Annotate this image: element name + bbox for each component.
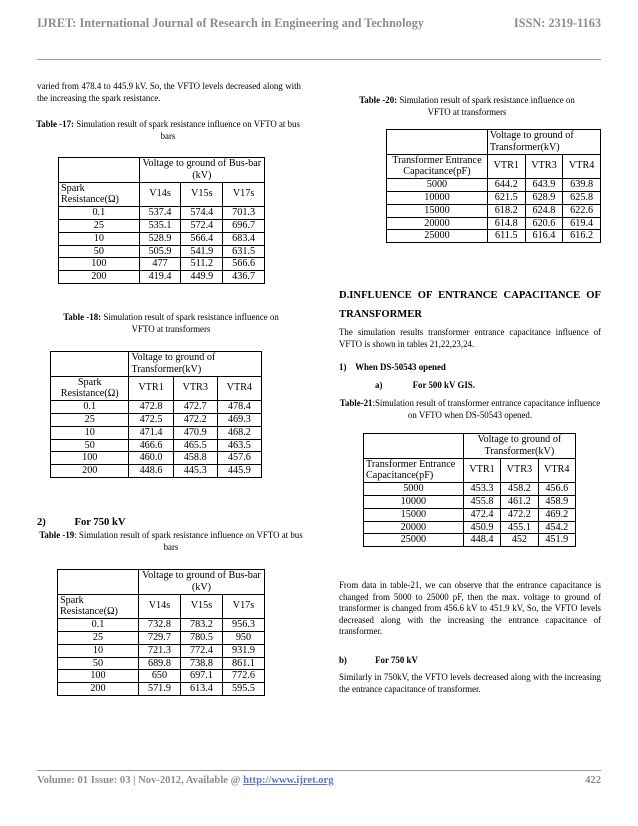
table19-col-header: V14s xyxy=(138,594,180,619)
table-cell: 50 xyxy=(51,439,129,452)
table-cell: 644.2 xyxy=(487,179,525,192)
table20-row-header: Transformer Entrance Capacitance(pF) xyxy=(387,154,488,179)
table-row xyxy=(387,191,601,204)
table-cell: 25 xyxy=(59,219,140,232)
table-cell: 5000 xyxy=(387,179,488,192)
table21-corner xyxy=(364,434,464,459)
table-row xyxy=(364,521,576,534)
table-row xyxy=(51,426,262,439)
table-cell: 697.1 xyxy=(180,670,222,683)
subsection-b-label: b) xyxy=(339,655,347,665)
table-cell: 478.4 xyxy=(217,401,261,414)
table-cell: 511.2 xyxy=(181,258,223,271)
table19-label: Table -19 xyxy=(39,530,75,540)
table-row xyxy=(58,683,265,696)
table-row xyxy=(387,179,601,192)
table-cell: 465.5 xyxy=(173,439,217,452)
footer-volume: Volume: 01 Issue: 03 | Nov-2012, Available @ xyxy=(37,775,244,786)
table-cell: 472.2 xyxy=(173,413,217,426)
table-cell: 472.2 xyxy=(501,508,538,521)
table-18 xyxy=(50,351,262,478)
table19-caption xyxy=(35,530,307,553)
subsection-b-title: For 750 kV xyxy=(375,655,418,665)
subsection-1a-heading xyxy=(375,380,475,392)
table-cell: 528.9 xyxy=(139,232,181,245)
footer-rule xyxy=(37,770,601,771)
table-cell: 472.7 xyxy=(173,401,217,414)
table-cell: 0.1 xyxy=(58,619,139,632)
table-row xyxy=(59,271,265,284)
table20-caption xyxy=(352,95,582,118)
table17-caption-text: Simulation result of spark resistance influence on VFTO at bus bars xyxy=(73,119,300,141)
table20-col-header: VTR3 xyxy=(525,154,563,179)
table-cell: 613.4 xyxy=(180,683,222,696)
table-cell: 619.4 xyxy=(563,217,601,230)
table-cell: 100 xyxy=(58,670,139,683)
table-row xyxy=(58,657,265,670)
table-cell: 448.6 xyxy=(129,465,173,478)
table-cell: 449.9 xyxy=(181,271,223,284)
subsection-1-heading: 1) When DS-50543 opened xyxy=(339,362,446,372)
table19-col-header: V15s xyxy=(180,594,222,619)
table-row xyxy=(364,508,576,521)
table-cell: 620.6 xyxy=(525,217,563,230)
section-d-heading: D.INFLUENCE OF ENTRANCE CAPACITANCE OF TRANSFORMER xyxy=(339,290,601,320)
table20-caption-text: Simulation result of spark resistance influence on VFTO at transformers xyxy=(397,95,575,117)
table-cell: 701.3 xyxy=(223,207,265,220)
table-cell: 200 xyxy=(58,683,139,696)
table-cell: 455.8 xyxy=(463,495,500,508)
table-cell: 689.8 xyxy=(138,657,180,670)
table-row xyxy=(51,413,262,426)
table-cell: 10 xyxy=(59,232,140,245)
table-cell: 457.6 xyxy=(217,452,261,465)
table-cell: 15000 xyxy=(364,508,464,521)
table-cell: 621.5 xyxy=(487,191,525,204)
table-cell: 419.4 xyxy=(139,271,181,284)
table-cell: 10 xyxy=(58,644,139,657)
table-cell: 25 xyxy=(51,413,129,426)
table-row xyxy=(387,230,601,243)
table-cell: 458.2 xyxy=(501,483,538,496)
table-cell: 732.8 xyxy=(138,619,180,632)
table-cell: 463.5 xyxy=(217,439,261,452)
table-cell: 625.8 xyxy=(563,191,601,204)
table17-col-header: V15s xyxy=(181,182,223,207)
table17-group-header: Voltage to ground of Bus-bar (kV) xyxy=(139,158,264,183)
table-cell: 566.4 xyxy=(181,232,223,245)
table-cell: 780.5 xyxy=(180,631,222,644)
table21-caption-text: :Simulation result of transformer entrance capacitance influence on VFTO when DS-50543 opened. xyxy=(372,398,601,420)
table-cell: 15000 xyxy=(387,204,488,217)
table21-col-header: VTR3 xyxy=(501,458,538,483)
footer-text xyxy=(37,775,334,786)
table19-corner xyxy=(58,570,139,595)
table20-label: Table -20: xyxy=(359,95,398,105)
subsection-1a-title: For 500 kV GIS. xyxy=(412,380,475,390)
section-2-title: For 750 kV xyxy=(74,517,126,528)
table-cell: 772.6 xyxy=(222,670,264,683)
table-cell: 10000 xyxy=(387,191,488,204)
table-cell: 50 xyxy=(59,245,140,258)
table-cell: 950 xyxy=(222,631,264,644)
table-cell: 472.5 xyxy=(129,413,173,426)
table20-corner xyxy=(387,130,488,155)
table19-group-header: Voltage to ground of Bus-bar (kV) xyxy=(138,570,264,595)
section-2-number: 2) xyxy=(37,517,46,528)
table17-label: Table -17: xyxy=(36,119,74,129)
table-cell: 448.4 xyxy=(463,534,500,547)
issn: ISSN: 2319-1163 xyxy=(513,16,601,30)
table19-col-header: V17s xyxy=(222,594,264,619)
table-cell: 10000 xyxy=(364,495,464,508)
table-cell: 10 xyxy=(51,426,129,439)
intro-paragraph: varied from 478.4 to 445.9 kV. So, the VFTO levels decreased along with the increasing the spark resistance. xyxy=(37,81,301,103)
section-2-heading xyxy=(37,517,126,528)
table-cell: 696.7 xyxy=(223,219,265,232)
table-cell: 631.5 xyxy=(223,245,265,258)
table18-row-header: Spark Resistance(Ω) xyxy=(51,376,129,401)
table-row xyxy=(58,631,265,644)
table17-col-header: V17s xyxy=(223,182,265,207)
table21-caption xyxy=(337,398,603,421)
table-cell: 20000 xyxy=(387,217,488,230)
table-cell: 450.9 xyxy=(463,521,500,534)
table-cell: 683.4 xyxy=(223,232,265,245)
table-cell: 456.6 xyxy=(538,483,575,496)
table-cell: 470.9 xyxy=(173,426,217,439)
table-row xyxy=(51,439,262,452)
table21-col-header: VTR1 xyxy=(463,458,500,483)
table-cell: 0.1 xyxy=(59,207,140,220)
journal-link[interactable]: http://www.ijret.org xyxy=(243,775,334,786)
table-row xyxy=(51,465,262,478)
table21-discussion: From data in table-21, we can observe that the entrance capacitance is changed from 5000 to 25000 pF, then the max. voltage to ground of transformer is changed from 456.6 kV to 451.9 kV, So, the VFTO levels decreased along with the increasing the entrance capacitance of transformer. xyxy=(339,580,601,637)
table-cell: 571.9 xyxy=(138,683,180,696)
section-d-paragraph: The simulation results transformer entrance capacitance influence of VFTO is shown in tables 21,22,23,24. xyxy=(339,327,601,349)
table18-corner xyxy=(51,352,129,377)
table-cell: 200 xyxy=(59,271,140,284)
table-cell: 931.9 xyxy=(222,644,264,657)
table-cell: 466.6 xyxy=(129,439,173,452)
table21-label: Table-21 xyxy=(339,398,373,408)
table-cell: 572.4 xyxy=(181,219,223,232)
table-cell: 643.9 xyxy=(525,179,563,192)
table-cell: 614.8 xyxy=(487,217,525,230)
page-header xyxy=(37,16,601,36)
page-number: 422 xyxy=(585,775,601,786)
table-cell: 729.7 xyxy=(138,631,180,644)
table-cell: 535.1 xyxy=(139,219,181,232)
table18-caption-text: Simulation result of spark resistance influence on VFTO at transformers xyxy=(101,312,279,334)
table20-col-header: VTR4 xyxy=(563,154,601,179)
table-cell: 616.4 xyxy=(525,230,563,243)
table-cell: 468.2 xyxy=(217,426,261,439)
table-row xyxy=(59,207,265,220)
table-cell: 477 xyxy=(139,258,181,271)
table-row xyxy=(59,245,265,258)
table-cell: 541.9 xyxy=(181,245,223,258)
table-cell: 624.8 xyxy=(525,204,563,217)
table-cell: 50 xyxy=(58,657,139,670)
table-cell: 445.3 xyxy=(173,465,217,478)
table-cell: 650 xyxy=(138,670,180,683)
table-cell: 472.4 xyxy=(463,508,500,521)
table-row xyxy=(59,258,265,271)
table-cell: 639.8 xyxy=(563,179,601,192)
table-cell: 738.8 xyxy=(180,657,222,670)
table-cell: 611.5 xyxy=(487,230,525,243)
table-row xyxy=(387,217,601,230)
table-row xyxy=(58,670,265,683)
table-cell: 616.2 xyxy=(563,230,601,243)
table17-col-header: V14s xyxy=(139,182,181,207)
table-cell: 458.9 xyxy=(538,495,575,508)
table-cell: 622.6 xyxy=(563,204,601,217)
subsection-b-heading xyxy=(339,655,418,667)
table-cell: 25000 xyxy=(387,230,488,243)
table-cell: 455.1 xyxy=(501,521,538,534)
table-cell: 537.4 xyxy=(139,207,181,220)
table-row xyxy=(364,483,576,496)
journal-title: IJRET: International Journal of Research in Engineering and Technology xyxy=(37,16,424,30)
table19-caption-text: : Simulation result of spark resistance influence on VFTO at bus bars xyxy=(74,530,303,552)
table-cell: 469.3 xyxy=(217,413,261,426)
table-cell: 783.2 xyxy=(180,619,222,632)
table21-col-header: VTR4 xyxy=(538,458,575,483)
table17-caption xyxy=(30,119,306,142)
table-cell: 20000 xyxy=(364,521,464,534)
table-row xyxy=(59,219,265,232)
table-cell: 861.1 xyxy=(222,657,264,670)
table21-group-header: Voltage to ground of Transformer(kV) xyxy=(463,434,575,459)
table20-col-header: VTR1 xyxy=(487,154,525,179)
subsection-1a-label: a) xyxy=(375,380,383,390)
table-cell: 100 xyxy=(59,258,140,271)
table-cell: 618.2 xyxy=(487,204,525,217)
table-cell: 628.9 xyxy=(525,191,563,204)
table-21 xyxy=(363,433,576,547)
table18-label: Table -18: xyxy=(63,312,102,322)
table18-col-header: VTR1 xyxy=(129,376,173,401)
table-cell: 595.5 xyxy=(222,683,264,696)
table-cell: 471.4 xyxy=(129,426,173,439)
table-row xyxy=(51,401,262,414)
table18-group-header: Voltage to ground of Transformer(kV) xyxy=(129,352,262,377)
table-cell: 772.4 xyxy=(180,644,222,657)
table-row xyxy=(364,495,576,508)
table-row xyxy=(51,452,262,465)
table-cell: 436.7 xyxy=(223,271,265,284)
table-cell: 454.2 xyxy=(538,521,575,534)
table-cell: 566.6 xyxy=(223,258,265,271)
table-cell: 453.3 xyxy=(463,483,500,496)
table-cell: 200 xyxy=(51,465,129,478)
table18-caption xyxy=(55,312,287,335)
table-cell: 461.2 xyxy=(501,495,538,508)
table-row xyxy=(364,534,576,547)
table17-row-header: Spark Resistance(Ω) xyxy=(59,182,140,207)
table-cell: 451.9 xyxy=(538,534,575,547)
table-cell: 100 xyxy=(51,452,129,465)
table-cell: 721.3 xyxy=(138,644,180,657)
table-cell: 460.0 xyxy=(129,452,173,465)
table-cell: 25 xyxy=(58,631,139,644)
table-cell: 458.8 xyxy=(173,452,217,465)
table-17 xyxy=(58,157,265,284)
table-cell: 469.2 xyxy=(538,508,575,521)
header-rule xyxy=(37,59,601,60)
table-row xyxy=(58,644,265,657)
table-cell: 0.1 xyxy=(51,401,129,414)
subsection-b-paragraph: Similarly in 750kV, the VFTO levels decreased along with the increasing the entrance capacitance of transformer. xyxy=(339,672,601,694)
table-cell: 445.9 xyxy=(217,465,261,478)
table-cell: 452 xyxy=(501,534,538,547)
table-cell: 956.3 xyxy=(222,619,264,632)
table-row xyxy=(58,619,265,632)
table20-group-header: Voltage to ground of Transformer(kV) xyxy=(487,130,600,155)
table-cell: 574.4 xyxy=(181,207,223,220)
table-19 xyxy=(57,569,265,696)
table18-col-header: VTR4 xyxy=(217,376,261,401)
table-cell: 5000 xyxy=(364,483,464,496)
table19-row-header: Spark Resistance(Ω) xyxy=(58,594,139,619)
table-cell: 505.9 xyxy=(139,245,181,258)
table-cell: 25000 xyxy=(364,534,464,547)
table18-col-header: VTR3 xyxy=(173,376,217,401)
table17-corner xyxy=(59,158,140,183)
table-row xyxy=(387,204,601,217)
table-cell: 472.8 xyxy=(129,401,173,414)
table-20 xyxy=(386,129,601,243)
table21-row-header: Transformer Entrance Capacitance(pF) xyxy=(364,458,464,483)
table-row xyxy=(59,232,265,245)
